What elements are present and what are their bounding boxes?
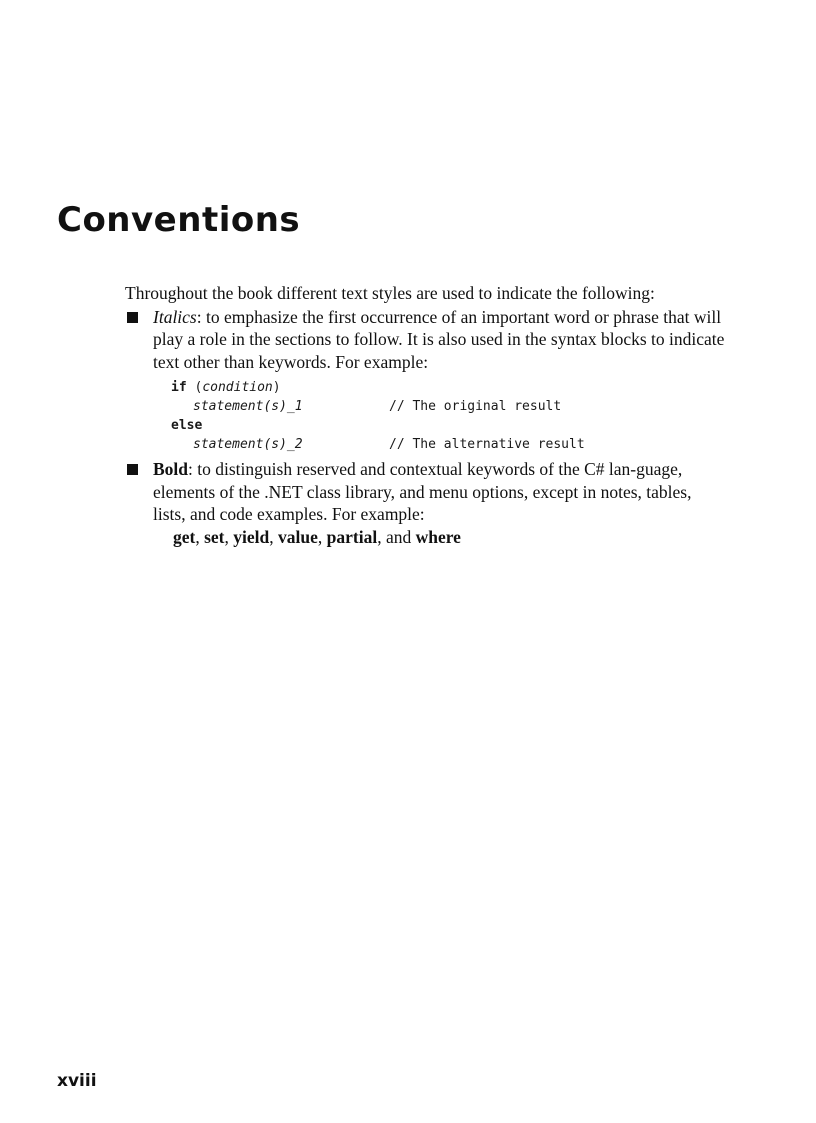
code-line-statement-1: [171, 397, 725, 416]
body-text: [125, 282, 725, 548]
keyword-separator: ,: [269, 526, 278, 547]
bold-term: Bold: [153, 459, 189, 479]
italics-term: Italics: [153, 306, 197, 327]
keyword-value: value: [278, 526, 318, 547]
intro-paragraph: Throughout the book different text styles are used to indicate the following:: [125, 283, 655, 303]
bullet-italics-text: [153, 306, 725, 374]
code-comment-2: // The alternative result: [389, 437, 585, 452]
keyword-where: where: [415, 526, 461, 547]
keyword-and: , and: [377, 526, 416, 547]
code-line-if: [171, 378, 725, 397]
bullet-bold-text: [153, 458, 725, 526]
keyword-partial: partial: [326, 526, 378, 547]
keyword-separator: ,: [224, 526, 234, 547]
keyword-separator: ,: [195, 526, 205, 547]
square-bullet-icon: [127, 312, 138, 323]
code-example: [171, 378, 725, 454]
keyword-yield: yield: [233, 526, 270, 547]
code-condition: condition: [202, 380, 273, 395]
keyword-examples: [153, 526, 725, 549]
code-statement-1: statement(s)_1: [193, 399, 303, 414]
code-close-paren: ): [272, 380, 281, 395]
bold-description: : to distinguish reserved and contextual keywords of the C# lan-guage, elements of the .NET class library, and menu options, except in notes, tables, lists, and code examples. For example:: [153, 459, 692, 524]
bullet-bold: [125, 458, 725, 548]
code-line-statement-2: [171, 435, 725, 454]
bullet-italics: [125, 306, 725, 455]
keyword-separator: ,: [317, 526, 327, 547]
italics-description: : to emphasize the first occurrence of an important word or phrase that will play a role in the sections to follow. It is also used in the syntax blocks to indicate text other than keywords. For example:: [153, 306, 725, 372]
code-else-keyword: else: [171, 418, 203, 433]
section-heading: Conventions: [57, 200, 301, 240]
code-statement-2: statement(s)_2: [193, 437, 303, 452]
square-bullet-icon: [127, 464, 138, 475]
page-number: xviii: [57, 1071, 97, 1091]
code-open-paren: (: [194, 380, 203, 395]
keyword-set: set: [204, 526, 225, 547]
code-line-else: [171, 416, 725, 435]
keyword-get: get: [173, 526, 196, 547]
code-if-keyword: if: [171, 380, 187, 395]
code-comment-1: // The original result: [389, 399, 562, 414]
